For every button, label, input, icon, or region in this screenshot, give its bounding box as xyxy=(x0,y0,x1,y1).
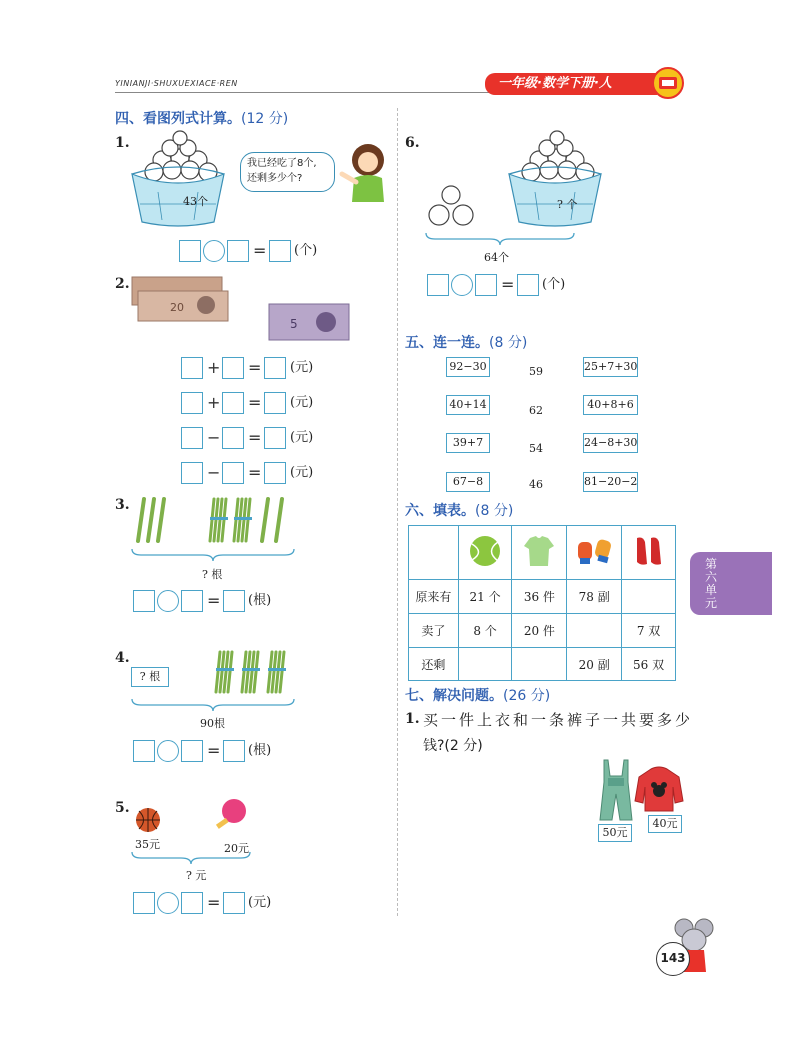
q2-row1-result[interactable] xyxy=(264,357,286,379)
header-right-text: 一年级·数学下册·人 xyxy=(498,76,612,91)
page-number-circle xyxy=(656,942,690,976)
row-label-original: 原来有 xyxy=(409,580,459,614)
match-left-1[interactable]: 92−30 xyxy=(446,357,490,377)
q6-basket-image xyxy=(505,130,605,228)
q6-operator-circle[interactable] xyxy=(451,274,473,296)
q2-row2-unit: (元) xyxy=(290,395,314,410)
cell-original-ball: 21 个 xyxy=(458,580,512,614)
match-right-4[interactable]: 81−20−2 xyxy=(583,472,638,492)
section7-q1-number: 1. xyxy=(405,711,420,727)
q5-operator-circle[interactable] xyxy=(157,892,179,914)
shoes-icon xyxy=(622,526,676,580)
q6-answer-box-1[interactable] xyxy=(427,274,449,296)
section7-title xyxy=(405,685,550,705)
match-left-3[interactable]: 39+7 xyxy=(446,433,490,453)
q2-row2-box-2[interactable] xyxy=(222,392,244,414)
basketball-image xyxy=(134,806,162,834)
header-left-text: YINIANJI·SHUXUEXIACE·REN xyxy=(115,79,238,88)
q2-row3-result[interactable] xyxy=(264,427,286,449)
row-label-sold: 卖了 xyxy=(409,614,459,648)
speech-bubble xyxy=(240,152,335,192)
side-tab-char-2: 六 xyxy=(704,570,717,584)
q2-row1-box-1[interactable] xyxy=(181,357,203,379)
q1-operator-circle[interactable] xyxy=(203,240,225,262)
q4-result-box[interactable] xyxy=(223,740,245,762)
q2-row2-plus: + xyxy=(207,393,221,412)
q2-row3-box-1[interactable] xyxy=(181,427,203,449)
q2-row4-equals: = xyxy=(248,463,262,482)
q1-result-box[interactable] xyxy=(269,240,291,262)
match-middle-2[interactable]: 62 xyxy=(529,404,543,417)
q1-number: 1. xyxy=(115,135,130,151)
section4-title-text: 四、看图列式计算。 xyxy=(115,111,241,127)
overalls-image xyxy=(596,758,636,824)
q3-result-box[interactable] xyxy=(223,590,245,612)
q2-row4-result[interactable] xyxy=(264,462,286,484)
q4-brace xyxy=(131,697,295,711)
q4-operator-circle[interactable] xyxy=(157,740,179,762)
banknote-5-image xyxy=(268,303,350,341)
q2-row2-box-1[interactable] xyxy=(181,392,203,414)
match-middle-3[interactable]: 54 xyxy=(529,442,543,455)
side-tab-char-3: 单 xyxy=(704,583,717,597)
q6-total: 64个 xyxy=(484,251,509,264)
q2-row4-unit: (元) xyxy=(290,465,314,480)
q1-equals: = xyxy=(253,241,267,260)
q6-unit: (个) xyxy=(542,277,566,292)
q3-answer-box-1[interactable] xyxy=(133,590,155,612)
q1-basket-label: 43个 xyxy=(183,195,208,208)
section7-title-text: 七、解决问题。 xyxy=(405,688,503,704)
section6-score: (8 分) xyxy=(475,503,514,519)
q2-row3-minus: − xyxy=(207,428,221,447)
side-tab-inner xyxy=(698,558,724,610)
q4-number: 4. xyxy=(115,650,130,666)
paddle-image xyxy=(212,797,248,835)
q3-equals: = xyxy=(207,591,221,610)
fill-table xyxy=(408,525,676,681)
column-divider xyxy=(397,108,398,916)
q6-equals: = xyxy=(501,275,515,294)
cell-sold-ball: 8 个 xyxy=(458,614,512,648)
cell-remaining-ball[interactable] xyxy=(458,648,512,681)
match-left-4[interactable]: 67−8 xyxy=(446,472,490,492)
tennis-ball-icon xyxy=(458,526,512,580)
row-label-remaining: 还剩 xyxy=(409,648,459,681)
cell-original-gloves: 78 副 xyxy=(567,580,622,614)
speech-line2: 还剩多少个? xyxy=(247,173,303,184)
svg-text:5: 5 xyxy=(290,317,298,331)
q4-equals: = xyxy=(207,741,221,760)
match-right-2[interactable]: 40+8+6 xyxy=(583,395,638,415)
cell-sold-shirt: 20 件 xyxy=(512,614,567,648)
q2-row4-minus: − xyxy=(207,463,221,482)
q2-row1-box-2[interactable] xyxy=(222,357,244,379)
match-middle-4[interactable]: 46 xyxy=(529,478,543,491)
q3-operator-circle[interactable] xyxy=(157,590,179,612)
section7-score: (26 分) xyxy=(503,688,551,704)
q5-answer-box-2[interactable] xyxy=(181,892,203,914)
side-tab-char-1: 第 xyxy=(704,557,717,571)
q5-answer-box-1[interactable] xyxy=(133,892,155,914)
cell-remaining-shirt[interactable] xyxy=(512,648,567,681)
section5-title-text: 五、连一连。 xyxy=(405,335,489,351)
header-rule xyxy=(115,92,515,93)
q6-brace xyxy=(425,231,575,245)
pants-price: 50元 xyxy=(598,824,632,842)
section6-title xyxy=(405,500,513,520)
q5-result-box[interactable] xyxy=(223,892,245,914)
section4-title xyxy=(115,108,288,128)
table-header-row xyxy=(409,526,676,580)
q5-ball-price: 35元 xyxy=(135,838,160,851)
section7-q1-line1: 买一件上衣和一条裤子一共要多少 xyxy=(423,711,694,729)
gloves-icon xyxy=(567,526,622,580)
q2-row1-plus: + xyxy=(207,358,221,377)
match-left-2[interactable]: 40+14 xyxy=(446,395,490,415)
q2-row2-result[interactable] xyxy=(264,392,286,414)
q1-unit: (个) xyxy=(294,243,318,258)
q5-brace xyxy=(131,850,251,864)
q5-unit: (元) xyxy=(248,895,272,910)
q5-total: ? 元 xyxy=(186,869,207,882)
q3-answer-box-2[interactable] xyxy=(181,590,203,612)
unit-side-tab xyxy=(690,552,772,615)
q2-row4-box-2[interactable] xyxy=(222,462,244,484)
q2-row1-unit: (元) xyxy=(290,360,314,375)
q4-total: 90根 xyxy=(200,717,225,730)
q3-label: ? 根 xyxy=(202,568,223,581)
q3-unit: (根) xyxy=(248,593,272,608)
banknotes-20-image xyxy=(130,275,230,323)
svg-text:20: 20 xyxy=(170,301,184,314)
cell-remaining-shoes: 56 双 xyxy=(622,648,676,681)
cell-remaining-gloves: 20 副 xyxy=(567,648,622,681)
q3-brace xyxy=(131,547,295,561)
q6-answer-box-2[interactable] xyxy=(475,274,497,296)
hoodie-image xyxy=(633,765,685,813)
q2-row2-equals: = xyxy=(248,393,262,412)
q2-row3-unit: (元) xyxy=(290,430,314,445)
cell-original-shirt: 36 件 xyxy=(512,580,567,614)
apple-basket-image xyxy=(128,130,228,228)
match-right-1[interactable]: 25+7+30 xyxy=(583,357,638,377)
cell-original-shoes[interactable] xyxy=(622,580,676,614)
q5-equals: = xyxy=(207,893,221,912)
q1-answer-box-2[interactable] xyxy=(227,240,249,262)
q4-sticks-image xyxy=(210,648,300,696)
speech-line1: 我已经吃了8个, xyxy=(247,158,317,169)
table-row xyxy=(409,648,676,681)
q2-row3-equals: = xyxy=(248,428,262,447)
q2-row4-box-1[interactable] xyxy=(181,462,203,484)
section5-score: (8 分) xyxy=(489,335,528,351)
cell-sold-shoes: 7 双 xyxy=(622,614,676,648)
q4-label-box: ? 根 xyxy=(131,667,169,687)
q6-basket-label: ? 个 xyxy=(557,198,578,211)
page-number: 143 xyxy=(660,951,686,965)
q4-answer-box-2[interactable] xyxy=(181,740,203,762)
match-middle-1[interactable]: 59 xyxy=(529,365,543,378)
shirt-icon xyxy=(512,526,567,580)
table-row xyxy=(409,614,676,648)
three-apples-image xyxy=(425,183,477,229)
cell-sold-gloves[interactable] xyxy=(567,614,622,648)
section5-title xyxy=(405,332,527,352)
girl-character-image xyxy=(338,142,394,202)
table-row xyxy=(409,580,676,614)
q4-answer-box-1[interactable] xyxy=(133,740,155,762)
match-right-3[interactable]: 24−8+30 xyxy=(583,433,638,453)
q6-number: 6. xyxy=(405,135,420,151)
q4-unit: (根) xyxy=(248,743,272,758)
q1-answer-box-1[interactable] xyxy=(179,240,201,262)
q5-number: 5. xyxy=(115,800,130,816)
q3-number: 3. xyxy=(115,497,130,513)
q5-paddle-price: 20元 xyxy=(224,842,249,855)
q3-sticks-image xyxy=(130,495,295,545)
header-logo xyxy=(650,66,686,100)
section4-score: (12 分) xyxy=(241,111,289,127)
section7-q1-line2: 钱?(2 分) xyxy=(423,738,483,754)
table-corner xyxy=(409,526,459,580)
jacket-price: 40元 xyxy=(648,815,682,833)
q2-number: 2. xyxy=(115,276,130,292)
q6-result-box[interactable] xyxy=(517,274,539,296)
side-tab-char-4: 元 xyxy=(704,596,717,610)
q2-row1-equals: = xyxy=(248,358,262,377)
section6-title-text: 六、填表。 xyxy=(405,503,475,519)
q2-row3-box-2[interactable] xyxy=(222,427,244,449)
